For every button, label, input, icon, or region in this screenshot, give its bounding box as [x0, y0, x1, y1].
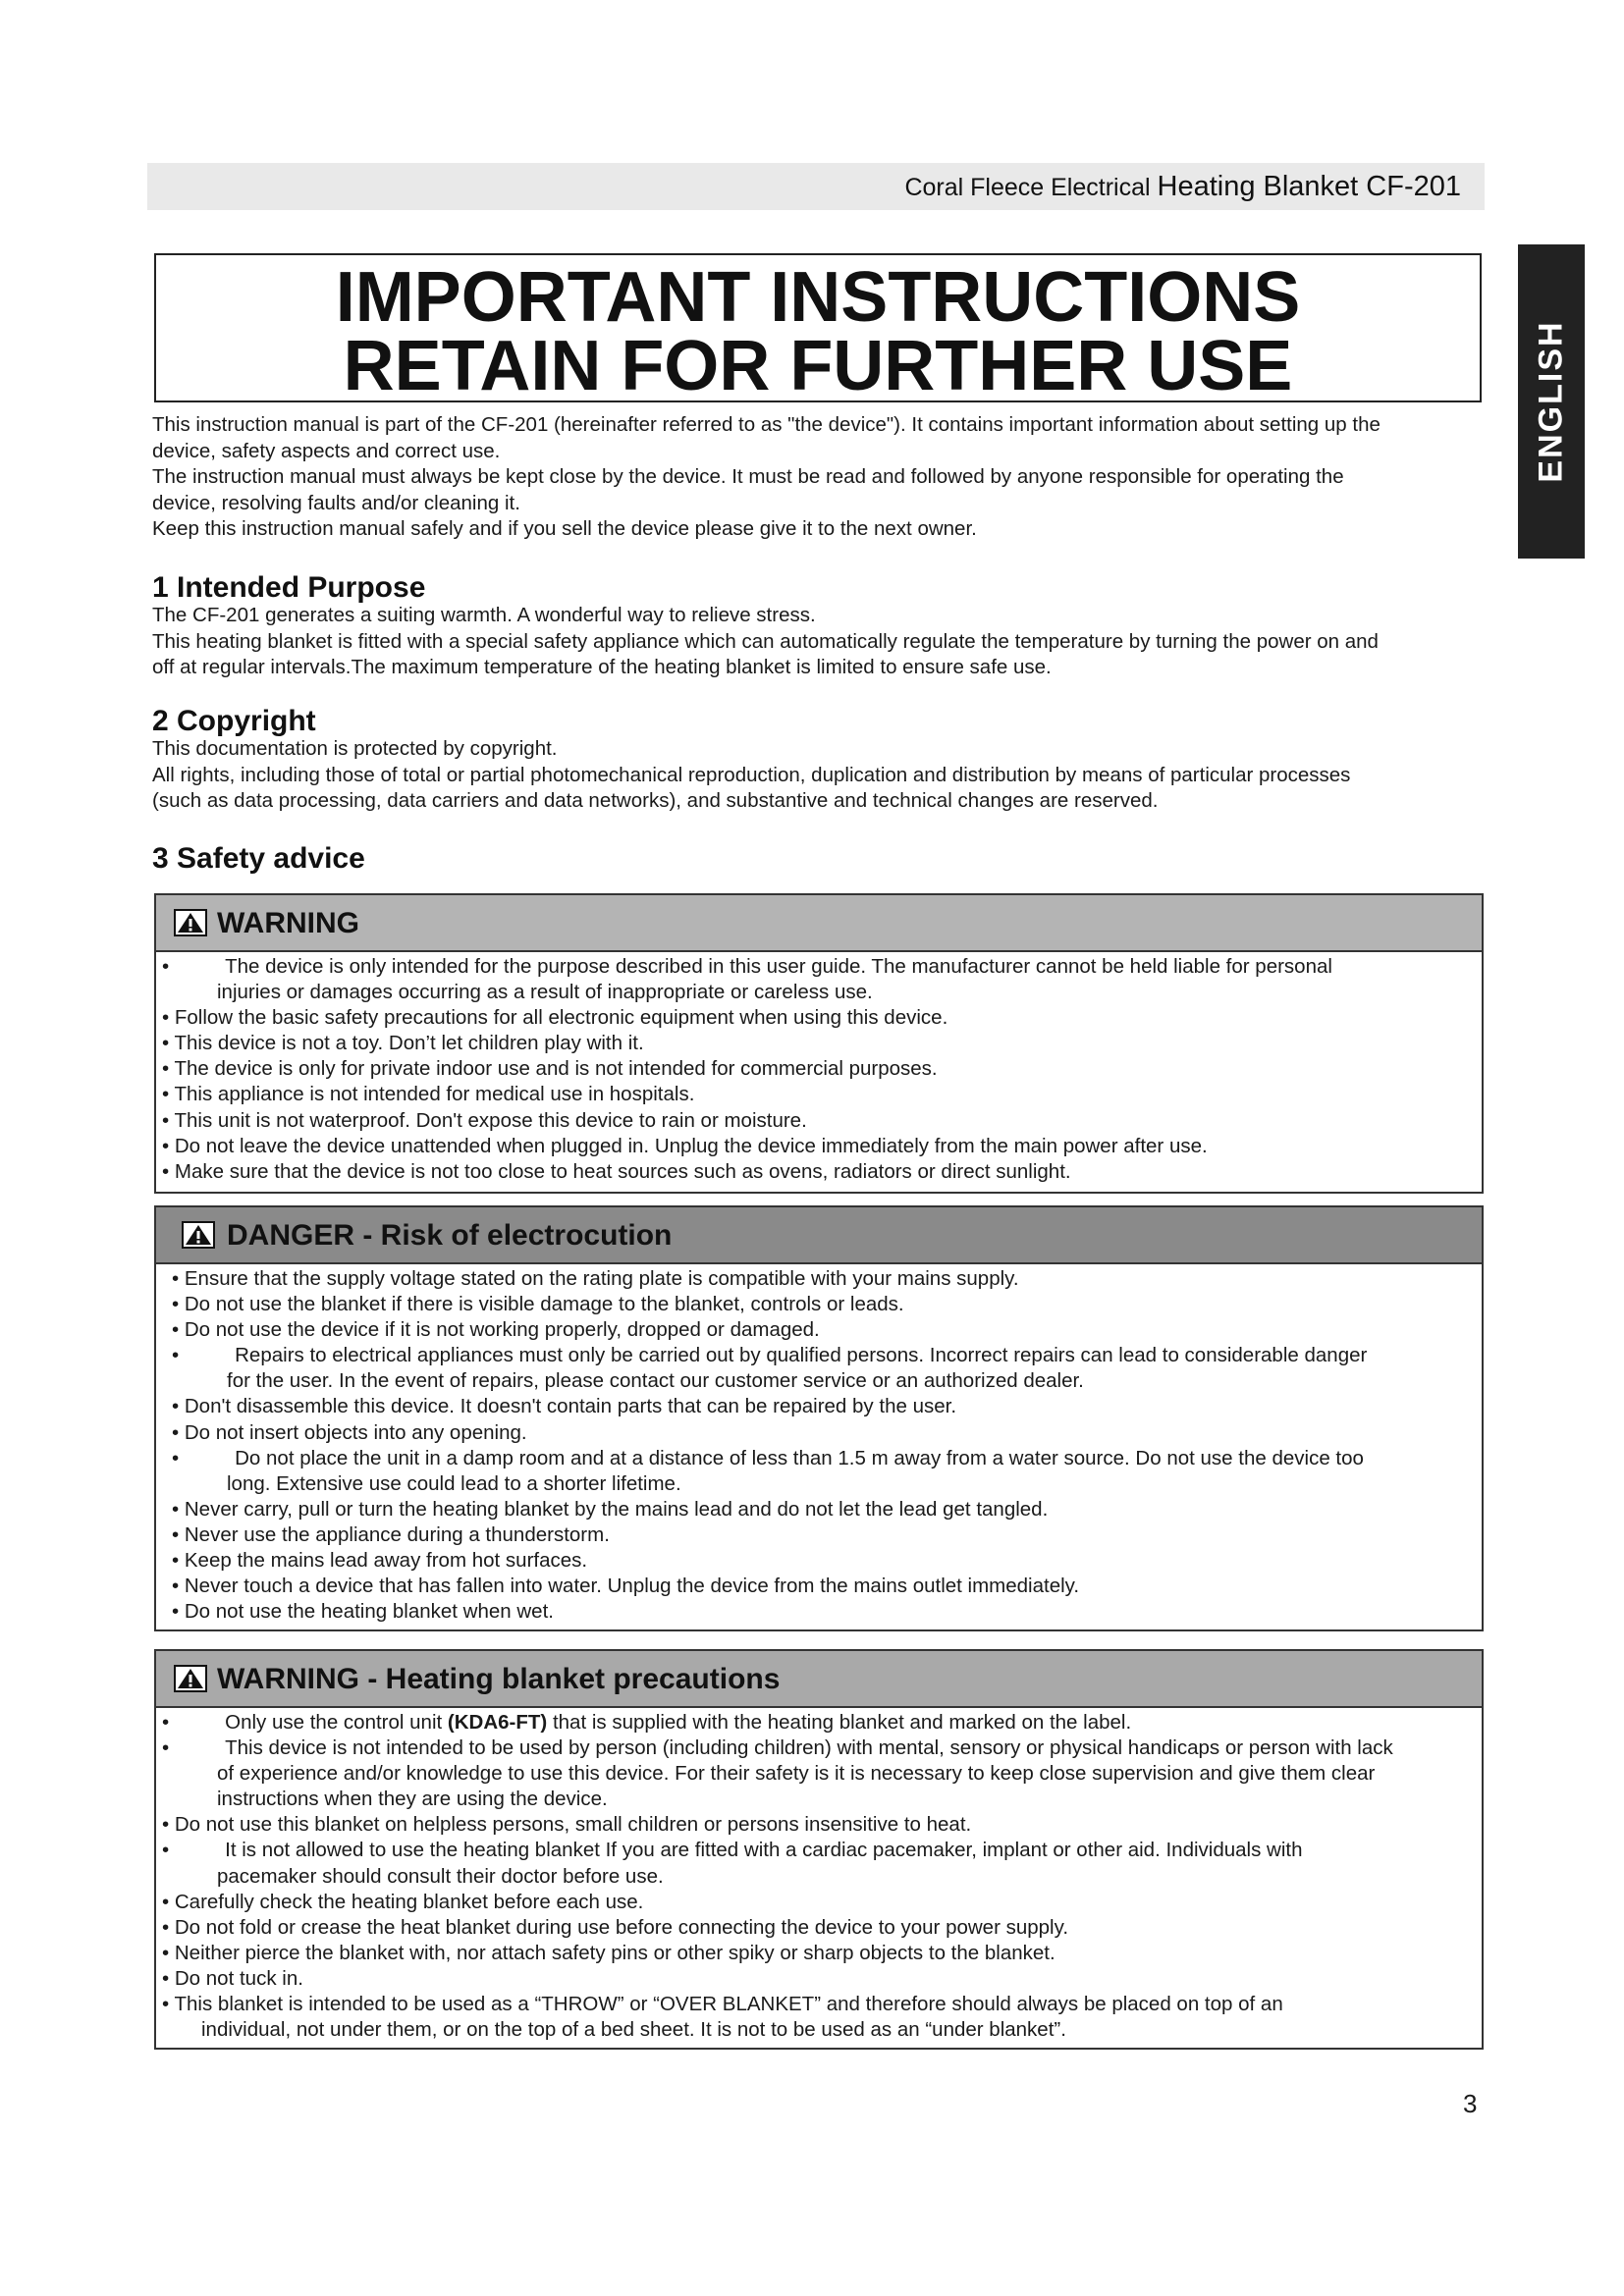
danger-item: • Do not use the blanket if there is visible damage to the blanket, controls or leads. — [172, 1293, 904, 1316]
title-line-1: IMPORTANT INSTRUCTIONS — [335, 258, 1301, 337]
precautions-box-body — [156, 1708, 1482, 2043]
danger-item-line: long. Extensive use could lead to a shorter lifetime. — [227, 1471, 681, 1495]
warning-item: • This unit is not waterproof. Don't expose this device to rain or moisture. — [162, 1108, 807, 1132]
section-heading-copyright: 2 Copyright — [152, 705, 316, 737]
warning-item: • This device is not a toy. Don’t let children play with it. — [162, 1032, 644, 1055]
danger-item-line: • Do not place the unit in a damp room and at a distance of less than 1.5 m away from a water source. Do not use the device too — [172, 1446, 1364, 1469]
intro-line: This instruction manual is part of the CF-201 (hereinafter referred to as "the device"). It contains important information about setting up the — [152, 413, 1380, 436]
language-tab — [1518, 244, 1585, 559]
precautions-box — [154, 1649, 1484, 2050]
warning-item-line: • The device is only intended for the purpose described in this user guide. The manufacturer cannot be held liable for personal — [162, 955, 1332, 978]
section-body-copyright — [152, 736, 1488, 815]
copyright-line: All rights, including those of total or partial photomechanical reproduction, duplication and distribution by means of particular processes — [152, 763, 1351, 786]
danger-box-body — [156, 1264, 1482, 1625]
warning-item: • Make sure that the device is not too close to heat sources such as ovens, radiators or direct sunlight. — [162, 1159, 1071, 1183]
intro-text — [152, 412, 1488, 543]
purpose-line: The CF-201 generates a suiting warmth. A wonderful way to relieve stress. — [152, 604, 816, 626]
danger-item-line: • Repairs to electrical appliances must only be carried out by qualified persons. Incorrect repairs can lead to considerable danger — [172, 1344, 1368, 1367]
danger-item: • Do not use the heating blanket when wet. — [172, 1600, 554, 1624]
section-heading-safety-advice: 3 Safety advice — [152, 842, 365, 875]
danger-item: • Never use the appliance during a thunderstorm. — [172, 1522, 610, 1546]
danger-item — [172, 1343, 1476, 1394]
copyright-line: This documentation is protected by copyright. — [152, 737, 558, 760]
danger-item: • Do not use the device if it is not working properly, dropped or damaged. — [172, 1318, 820, 1342]
section-heading-intended-purpose: 1 Intended Purpose — [152, 571, 426, 604]
precautions-item-line: instructions when they are using the device. — [217, 1788, 608, 1811]
warning-box-title: WARNING — [217, 907, 359, 939]
danger-item: • Never carry, pull or turn the heating blanket by the mains lead and do not let the lead get tangled. — [172, 1497, 1049, 1521]
precautions-item — [162, 1735, 1476, 1812]
warning-item: • Do not leave the device unattended when plugged in. Unplug the device immediately from the main power after use. — [162, 1134, 1208, 1157]
precautions-item: • Do not tuck in. — [162, 1966, 303, 1990]
precautions-item: • Neither pierce the blanket with, nor attach safety pins or other spiky or sharp objects to the blanket. — [162, 1941, 1056, 1964]
intro-line: device, resolving faults and/or cleaning it. — [152, 491, 520, 514]
precautions-item-line: • This blanket is intended to be used as a “THROW” or “OVER BLANKET” and therefore should always be placed on top of an — [162, 1993, 1283, 2016]
warning-box — [154, 893, 1484, 1194]
precautions-item-line: of experience and/or knowledge to use this device. For their safety is it is necessary to keep close supervision and give them clear — [217, 1762, 1376, 1786]
warning-box-header — [156, 895, 1482, 952]
control-unit-model: (KDA6-FT) — [447, 1711, 548, 1734]
warning-triangle-icon — [174, 1665, 207, 1692]
title-line-2: RETAIN FOR FURTHER USE — [343, 327, 1293, 405]
precautions-box-title: WARNING - Heating blanket precautions — [217, 1663, 781, 1695]
warning-item: • The device is only for private indoor use and is not intended for commercial purposes. — [162, 1057, 938, 1081]
warning-triangle-icon — [174, 909, 207, 936]
language-tab-label: ENGLISH — [1532, 320, 1570, 483]
danger-item: • Do not insert objects into any opening. — [172, 1420, 527, 1444]
warning-item-line: injuries or damages occurring as a result of inappropriate or careless use. — [217, 981, 873, 1004]
precautions-item-line: • It is not allowed to use the heating blanket If you are fitted with a cardiac pacemaker, implant or other aid. Individuals with — [162, 1839, 1303, 1862]
section-body-intended-purpose — [152, 603, 1488, 681]
danger-item-line: for the user. In the event of repairs, please contact our customer service or an authorized dealer. — [227, 1369, 1084, 1393]
warning-item — [162, 954, 1476, 1005]
precautions-item-line: pacemaker should consult their doctor before use. — [217, 1864, 664, 1888]
warning-item: • Follow the basic safety precautions for all electronic equipment when using this device. — [162, 1006, 948, 1030]
page-header — [147, 163, 1485, 210]
precautions-item: • Carefully check the heating blanket before each use. — [162, 1890, 644, 1913]
precautions-item-line: that is supplied with the heating blanket and marked on the label. — [552, 1711, 1132, 1734]
page-number: 3 — [1463, 2089, 1478, 2118]
document-title-small: Coral Fleece Electrical — [904, 174, 1151, 201]
intro-line: device, safety aspects and correct use. — [152, 439, 501, 462]
danger-item: • Keep the mains lead away from hot surfaces. — [172, 1549, 588, 1573]
copyright-line: (such as data processing, data carriers and data networks), and substantive and technical changes are reserved. — [152, 789, 1159, 812]
warning-item: • This appliance is not intended for medical use in hospitals. — [162, 1083, 695, 1106]
purpose-line: This heating blanket is fitted with a special safety appliance which can automatically regulate the temperature by turning the power on and — [152, 629, 1379, 653]
danger-item: • Don't disassemble this device. It doesn't contain parts that can be repaired by the user. — [172, 1395, 957, 1418]
danger-box-title: DANGER - Risk of electrocution — [227, 1219, 673, 1252]
purpose-line: off at regular intervals.The maximum temperature of the heating blanket is limited to ensure safe use. — [152, 656, 1052, 678]
intro-line: Keep this instruction manual safely and if you sell the device please give it to the next owner. — [152, 517, 977, 540]
warning-triangle-icon — [182, 1221, 215, 1249]
precautions-item — [162, 1992, 1476, 2043]
precautions-item: • Do not fold or crease the heat blanket during use before connecting the device to your power supply. — [162, 1915, 1069, 1939]
important-instructions-box — [154, 253, 1482, 405]
danger-item: • Never touch a device that has fallen into water. Unplug the device from the mains outlet immediately. — [172, 1575, 1080, 1598]
precautions-item: • Do not use this blanket on helpless persons, small children or persons insensitive to heat. — [162, 1813, 972, 1837]
precautions-item — [162, 1838, 1476, 1889]
precautions-item-line: • This device is not intended to be used by person (including children) with mental, sensory or physical handicaps or person with lack — [162, 1736, 1393, 1760]
document-title — [904, 171, 1461, 203]
precautions-item-line: individual, not under them, or on the top of a bed sheet. It is not to be used as an “under blanket”. — [201, 2018, 1066, 2042]
document-title-large: Heating Blanket CF-201 — [1157, 171, 1461, 202]
danger-box-header — [156, 1207, 1482, 1264]
precautions-item — [162, 1710, 1476, 1735]
warning-box-body — [156, 952, 1482, 1185]
danger-item: • Ensure that the supply voltage stated on the rating plate is compatible with your mains supply. — [172, 1267, 1019, 1290]
danger-box — [154, 1205, 1484, 1631]
precautions-box-header — [156, 1651, 1482, 1708]
intro-line: The instruction manual must always be kept close by the device. It must be read and followed by anyone responsible for operating the — [152, 465, 1344, 488]
precautions-item-line: • Only use the control unit — [162, 1711, 448, 1734]
danger-item — [172, 1446, 1476, 1497]
